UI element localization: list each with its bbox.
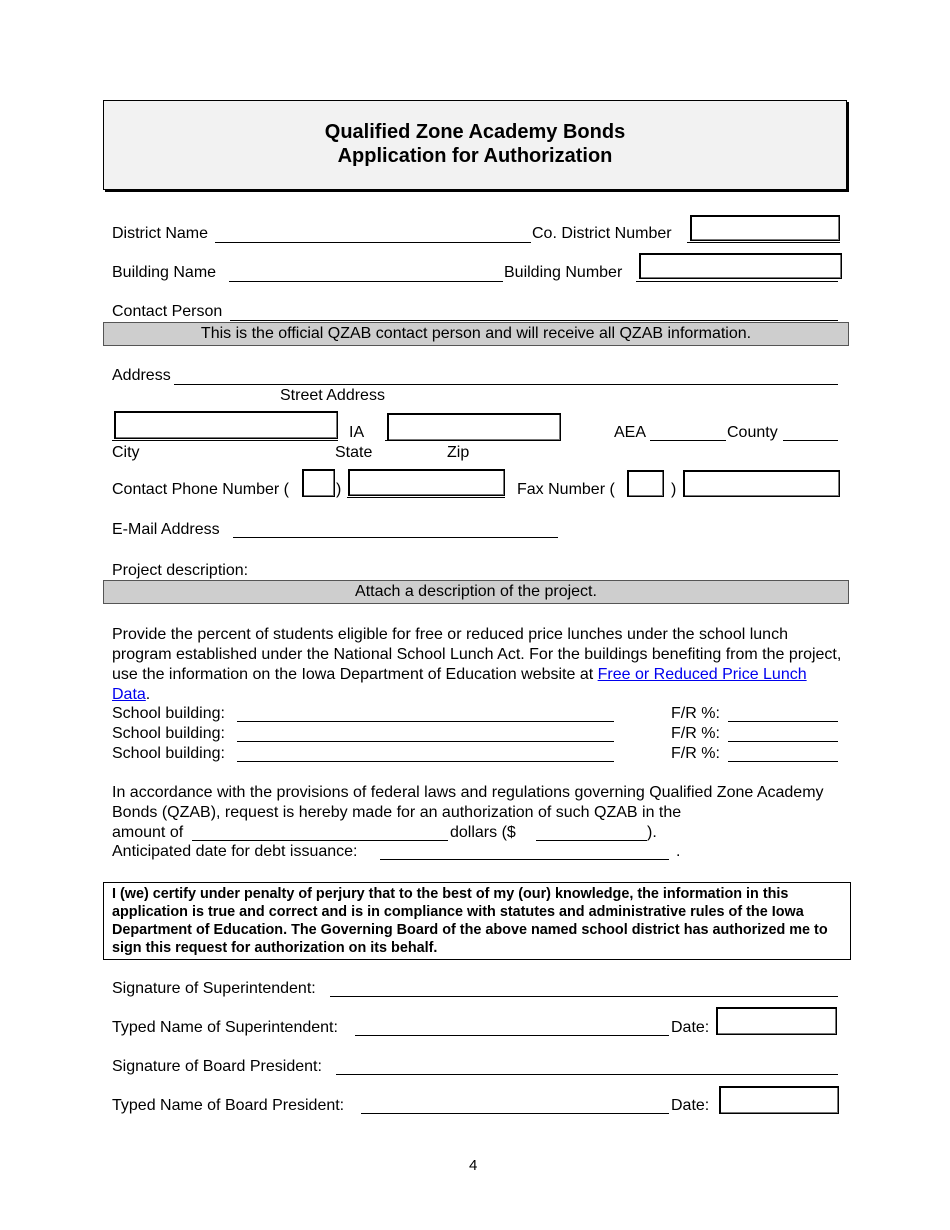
phone-number-input[interactable] xyxy=(348,469,505,496)
typed-board-label: Typed Name of Board President: xyxy=(112,1097,345,1114)
amount-number-field[interactable] xyxy=(536,840,647,841)
contact-person-field[interactable] xyxy=(230,320,838,321)
amount-of-label: amount of xyxy=(112,824,184,841)
zip-underline xyxy=(385,440,561,441)
building-name-label: Building Name xyxy=(112,264,217,281)
date-label: Date: xyxy=(671,1019,710,1036)
building-number-input[interactable] xyxy=(639,253,842,279)
fr-percent-label: F/R %: xyxy=(671,705,720,722)
address-label: Address xyxy=(112,367,171,384)
superintendent-date-input[interactable] xyxy=(716,1007,837,1035)
contact-phone-label: Contact Phone Number ( xyxy=(112,481,289,498)
lunch-paragraph-period: . xyxy=(145,686,151,703)
school-building-label: School building: xyxy=(112,725,225,742)
contact-note-bar: This is the official QZAB contact person and will receive all QZAB information. xyxy=(103,322,849,346)
fr-percent-field[interactable] xyxy=(728,761,838,762)
amount-close: ). xyxy=(647,824,657,841)
city-underline xyxy=(112,440,338,441)
fax-number-label: Fax Number ( xyxy=(517,481,615,498)
phone-underline xyxy=(347,497,505,498)
dollars-label: dollars ($ xyxy=(450,824,516,841)
school-building-field[interactable] xyxy=(237,761,614,762)
aea-label: AEA xyxy=(614,424,647,441)
state-caption: State xyxy=(335,444,373,461)
school-building-label: School building: xyxy=(112,705,225,722)
title-box xyxy=(103,100,847,190)
anticipated-date-field[interactable] xyxy=(380,859,669,860)
building-name-field[interactable] xyxy=(229,281,503,282)
page-number: 4 xyxy=(469,1157,478,1174)
email-label: E-Mail Address xyxy=(112,521,220,538)
aea-field[interactable] xyxy=(650,440,726,441)
county-label: County xyxy=(727,424,778,441)
typed-superintendent-label: Typed Name of Superintendent: xyxy=(112,1019,338,1036)
city-input[interactable] xyxy=(114,411,338,439)
phone-close-paren: ) xyxy=(336,481,342,498)
form-subtitle: Application for Authorization xyxy=(337,145,613,167)
city-caption: City xyxy=(112,444,140,461)
co-district-number-input[interactable] xyxy=(690,215,840,241)
phone-area-code-input[interactable] xyxy=(302,469,335,497)
district-name-label: District Name xyxy=(112,225,209,242)
lunch-paragraph-text: Provide the percent of students eligible for free or reduced price lunches under the school lunch program established under the National School Lunch Act. For the buildings benefiting from the project, use the information on the Iowa Department of Education website at xyxy=(112,626,842,683)
district-name-field[interactable] xyxy=(215,242,531,243)
contact-person-label: Contact Person xyxy=(112,303,223,320)
sig-superintendent-field[interactable] xyxy=(330,996,838,997)
co-district-number-underline xyxy=(687,242,840,243)
certification-box: I (we) certify under penalty of perjury that to the best of my (our) knowledge, the information in this application is true and correct and is in compliance with statutes and administrative rules of the Iowa Department of Education. The Governing Board of the above named school district has authorized me to sign this request for authorization on its behalf. xyxy=(103,882,851,960)
anticipated-date-period: . xyxy=(676,843,681,860)
typed-superintendent-field[interactable] xyxy=(355,1035,669,1036)
fr-percent-field[interactable] xyxy=(728,721,838,722)
address-field[interactable] xyxy=(174,384,838,385)
email-field[interactable] xyxy=(233,537,558,538)
fax-close-paren: ) xyxy=(671,481,677,498)
frl-data-link[interactable]: Free or Reduced Price Lunch Data xyxy=(112,666,807,703)
zip-input[interactable] xyxy=(387,413,561,441)
request-paragraph: In accordance with the provisions of federal laws and regulations governing Qualified Zone Academy Bonds (QZAB), request is hereby made for an authorization of such QZAB in the xyxy=(112,784,824,821)
anticipated-date-label: Anticipated date for debt issuance: xyxy=(112,843,358,860)
fr-percent-label: F/R %: xyxy=(671,745,720,762)
fr-percent-field[interactable] xyxy=(728,741,838,742)
state-value: IA xyxy=(349,424,365,441)
project-note-bar: Attach a description of the project. xyxy=(103,580,849,604)
typed-board-field[interactable] xyxy=(361,1113,669,1114)
co-district-number-label: Co. District Number xyxy=(532,225,672,242)
county-field[interactable] xyxy=(783,440,838,441)
form-title: Qualified Zone Academy Bonds xyxy=(324,121,626,143)
school-building-field[interactable] xyxy=(237,741,614,742)
street-address-caption: Street Address xyxy=(280,387,385,404)
amount-words-field[interactable] xyxy=(192,840,448,841)
project-description-label: Project description: xyxy=(112,562,249,579)
school-building-label: School building: xyxy=(112,745,225,762)
fr-percent-label: F/R %: xyxy=(671,725,720,742)
sig-board-label: Signature of Board President: xyxy=(112,1058,322,1075)
sig-superintendent-label: Signature of Superintendent: xyxy=(112,980,316,997)
board-date-input[interactable] xyxy=(719,1086,839,1114)
fax-area-code-input[interactable] xyxy=(627,470,664,497)
zip-caption: Zip xyxy=(447,444,470,461)
lunch-paragraph xyxy=(112,625,842,705)
fax-number-input[interactable] xyxy=(683,470,840,497)
school-building-field[interactable] xyxy=(237,721,614,722)
building-number-label: Building Number xyxy=(504,264,623,281)
building-number-underline xyxy=(636,281,838,282)
sig-board-field[interactable] xyxy=(336,1074,838,1075)
date-label: Date: xyxy=(671,1097,710,1114)
